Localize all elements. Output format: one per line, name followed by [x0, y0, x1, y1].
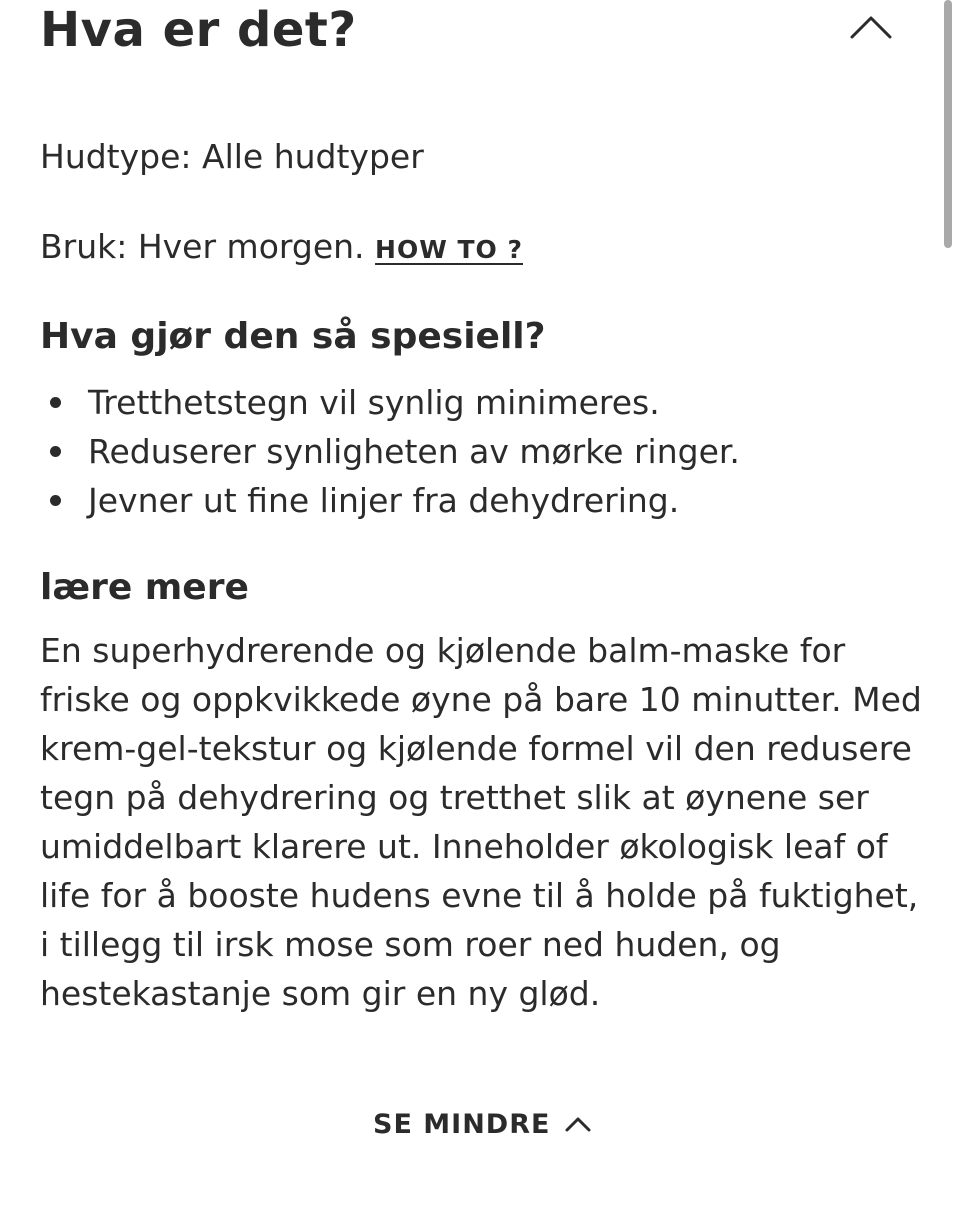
- chevron-up-icon[interactable]: [848, 12, 894, 42]
- bullet-icon: [50, 495, 61, 506]
- see-less-button[interactable]: [373, 1104, 592, 1144]
- section-title: Hva er det?: [40, 2, 357, 58]
- learn-more-heading: lære mere: [40, 567, 249, 608]
- benefit-text: Jevner ut fine linjer fra dehydrering.: [88, 481, 680, 520]
- usage-line: [40, 227, 523, 270]
- benefit-text: Reduserer synligheten av mørke ringer.: [88, 432, 740, 471]
- skin-type-text: Hudtype: Alle hudtyper: [40, 137, 424, 176]
- bullet-icon: [50, 446, 61, 457]
- section-header[interactable]: [40, 0, 900, 62]
- product-description: En superhydrerende og kjølende balm-maske for friske og oppkvikkede øyne på bare 10 minutter. Med krem-gel-tekstur og kjølende formel vil den redusere tegn på dehydrering og tretthet slik at øynene ser umiddelbart klarere ut. Inneholder økologisk leaf of life for å booste hudens evne til å holde på fuktighet, i tillegg til irsk mose som roer ned huden, og hestekastanje som gir en ny glød.: [40, 631, 922, 1013]
- see-less-label: SE MINDRE: [373, 1108, 551, 1140]
- list-item: [40, 476, 740, 525]
- special-heading: Hva gjør den så spesiell?: [40, 316, 546, 357]
- list-item: [40, 427, 740, 476]
- list-item: [40, 378, 740, 427]
- bullet-icon: [50, 397, 61, 408]
- chevron-up-icon: [564, 1115, 592, 1133]
- how-to-link[interactable]: HOW TO ?: [375, 235, 523, 264]
- usage-text: Bruk: Hver morgen.: [40, 227, 365, 266]
- benefits-list: [40, 378, 740, 525]
- scrollbar-thumb[interactable]: [944, 0, 952, 248]
- benefit-text: Tretthetstegn vil synlig minimeres.: [88, 383, 660, 422]
